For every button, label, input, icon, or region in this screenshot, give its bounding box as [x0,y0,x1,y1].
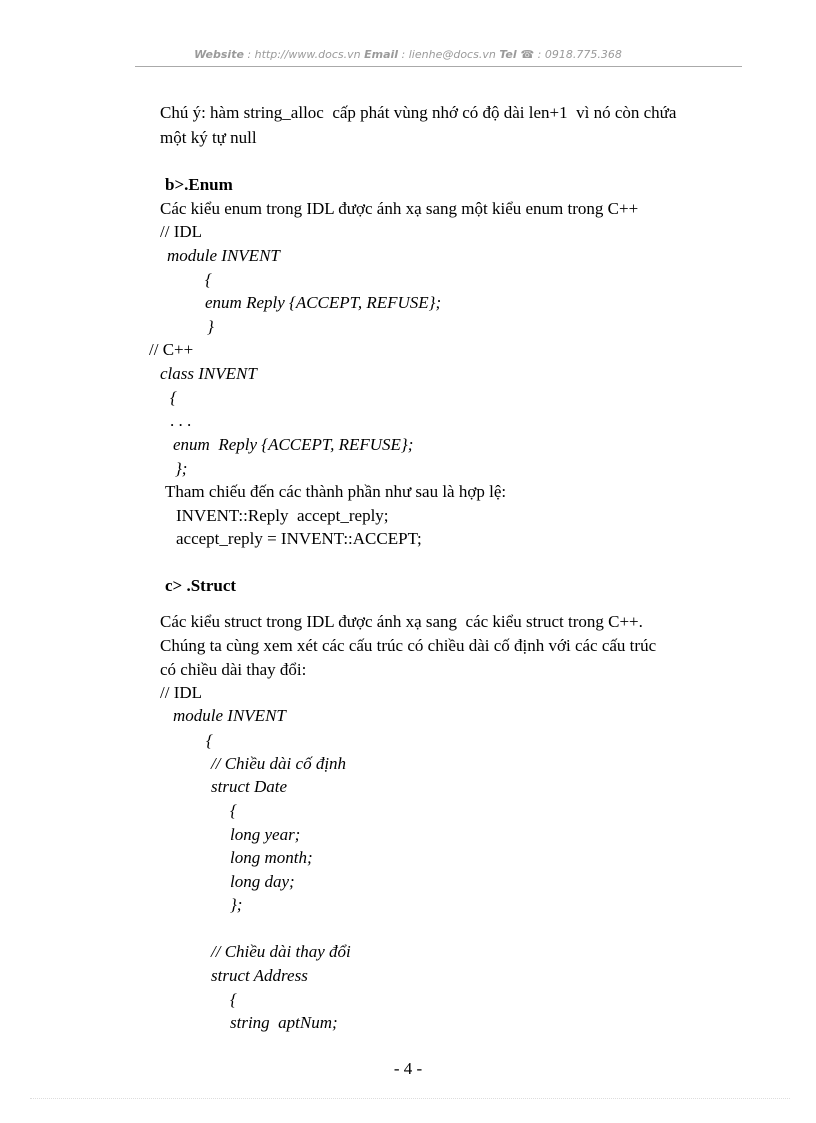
paragraph-line: Các kiểu struct trong IDL được ánh xạ sang các kiểu struct trong C++. [160,612,643,631]
page-number: - 4 - [393,1059,423,1078]
code-line: module INVENT [173,706,286,725]
code-line: { [205,270,212,289]
paragraph-line: Các kiểu enum trong IDL được ánh xạ sang một kiểu enum trong C++ [160,199,639,218]
code-line: . . . [170,411,192,430]
note-line-1: Chú ý: hàm string_alloc cấp phát vùng nhớ có độ dài len+1 vì nó còn chứa [160,103,677,122]
code-line: }; [175,459,188,478]
email-label: Email [364,48,399,61]
page-header [0,48,816,61]
code-line: struct Address [211,966,308,985]
tel-label: Tel ☎ [499,48,535,61]
code-line: module INVENT [167,246,280,265]
code-line: { [230,801,237,820]
code-line: class INVENT [160,364,257,383]
code-line: }; [230,895,243,914]
code-line: } [207,317,214,336]
tel-value: : 0918.775.368 [534,48,622,61]
code-line: long month; [230,848,313,867]
code-line: long year; [230,825,301,844]
code-comment: // Chiều dài cố định [211,754,347,773]
paragraph-line: Tham chiếu đến các thành phần như sau là hợp lệ: [165,482,507,501]
code-line: { [170,388,177,407]
code-line: string aptNum; [230,1013,338,1032]
paragraph-line: có chiều dài thay đổi: [160,660,307,679]
email-value: : lienhe@docs.vn [398,48,500,61]
code-comment: // IDL [160,683,203,702]
code-line: { [230,990,237,1009]
code-line: enum Reply {ACCEPT, REFUSE}; [205,293,442,312]
header-divider [135,66,742,67]
note-line-2: một ký tự null [160,128,257,147]
paragraph-line: Chúng ta cùng xem xét các cấu trúc có chiều dài cố định với các cấu trúc [160,636,657,655]
website-value: : http://www.docs.vn [243,48,365,61]
code-line: struct Date [211,777,288,796]
code-line: INVENT::Reply accept_reply; [176,506,389,525]
code-line: { [206,731,213,750]
code-line: long day; [230,872,295,891]
section-heading-struct: c> .Struct [165,576,237,595]
code-comment: // Chiều dài thay đổi [211,942,351,961]
code-line: enum Reply {ACCEPT, REFUSE}; [173,435,414,454]
section-heading-enum: b>.Enum [165,175,233,194]
code-line: accept_reply = INVENT::ACCEPT; [176,529,422,548]
code-comment: // IDL [160,222,203,241]
code-comment: // C++ [149,340,194,359]
footer-divider [30,1098,790,1099]
website-label: Website [194,48,244,61]
